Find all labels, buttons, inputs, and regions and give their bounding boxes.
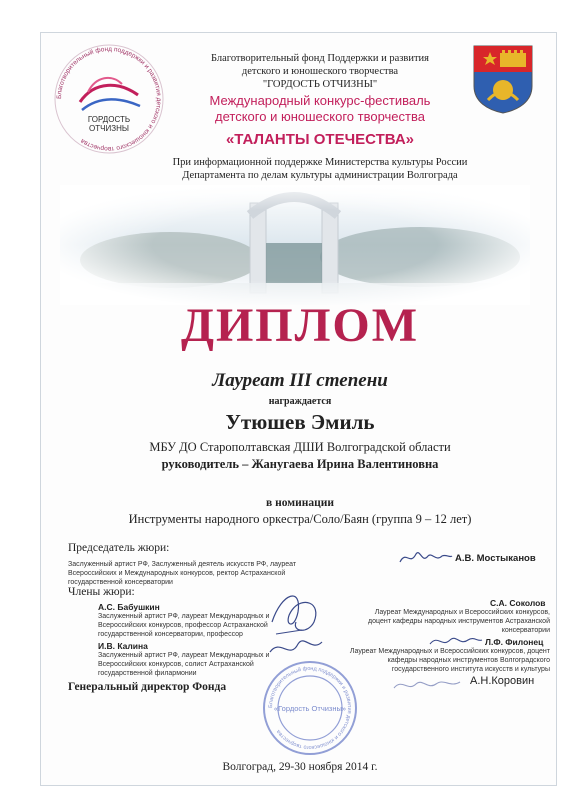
jury-chair-heading: Председатель жюри: [68,542,170,554]
arch-photo [60,185,530,305]
director-heading: Генеральный директор Фонда [68,681,227,693]
jury-member-name: С.А. Соколов [490,598,546,608]
org-header [170,52,470,91]
nomination-text: Инструменты народного оркестра/Соло/Баян (группа 9 – 12 лет) [128,512,472,526]
awarded-label: награждается [268,396,332,407]
director-name: А.Н.Коровин [470,675,535,687]
school-name: МБУ ДО Старополтавская ДШИ Волгоградской области [149,440,451,454]
jury-member-desc: Лауреат Международных и Всероссийских конкурсов, доцент кафедры народных инструментов Волгоградского государственного института искусств и культуры [349,648,550,673]
nomination-label: в номинации [266,497,334,509]
contest-header [170,93,470,125]
logo-ring-text: Благотворительный фонд поддержки и развития детского и юношеского творчества [55,45,163,153]
jury-chair-name: А.В. Мостыканов [455,553,536,564]
jury-member-name: Л.Ф. Филонец [485,637,544,647]
recipient-name: Утюшев Эмиль [225,410,375,434]
place-date: Волгоград, 29-30 ноября 2014 г. [222,761,378,773]
jury-members-heading: Члены жюри: [68,586,135,598]
support-line2: Департамента по делам культуры администрации Волгограда [182,170,458,181]
leader-name: руководитель – Жанугаева Ирина Валентиновна [161,457,439,471]
contest-line2: детского и юношеского творчества [215,109,425,124]
support-text [120,156,520,182]
jury-member-name: И.В. Калина [98,641,148,651]
laureate-degree: Лауреат III степени [212,370,388,391]
diploma-title: ДИПЛОМ [180,299,420,352]
jury-member-desc: Заслуженный артист РФ, лауреат Международных и Всероссийских конкурсов, профессор Астраханской государственной консерватории, профессор [98,613,270,638]
org-line3: "ГОРДОСТЬ ОТЧИЗНЫ" [262,79,378,90]
volgograd-crest-icon [472,44,534,114]
foundation-stamp-icon [262,660,358,756]
jury-chair-desc: Заслуженный артист РФ, Заслуженный деятель искусств РФ, лауреат Всероссийских и Международных конкурсов, ректор Астраханской государственной консерватории [68,561,297,586]
foundation-logo [50,40,168,158]
org-line1: Благотворительный фонд Поддержки и развития [210,53,430,64]
org-line2: детского и юношеского творчества [241,66,399,77]
logo-center-line2: ОТЧИЗНЫ [89,124,129,133]
stamp-center-text: «Гордость Отчизны» [273,704,347,713]
jury-member-desc: Лауреат Международных и Всероссийских конкурсов, доцент кафедры народных инструментов Астраханской консерватории [368,609,550,634]
contest-line1: Международный конкурс-фестиваль [209,93,431,108]
jury-member-desc: Заслуженный артист РФ, лауреат Международных и Всероссийских конкурсов, солист Астраханской государственной филармонии [98,652,270,677]
contest-name: «ТАЛАНТЫ ОТЕЧЕСТВА» [225,131,415,148]
stamp-ring-text: Благотворительный фонд поддержки и развития детского и юношеского творчества [267,665,353,751]
support-line1: При информационной поддержке Министерства культуры России [172,157,468,168]
jury-member-name: А.С. Бабушкин [98,602,160,612]
logo-center-line1: ГОРДОСТЬ [87,115,131,124]
